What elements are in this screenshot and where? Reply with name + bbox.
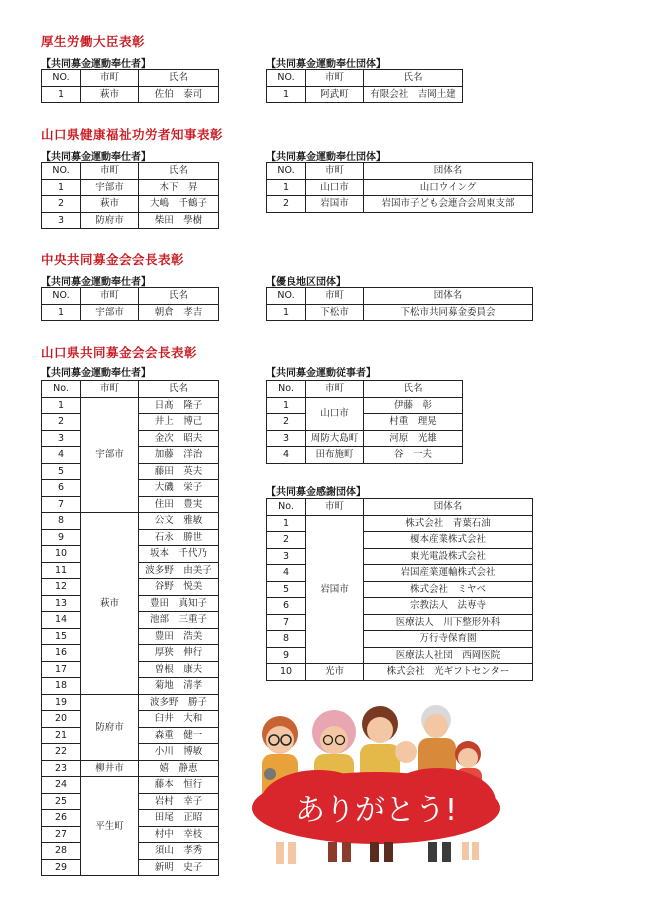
header-cell: NO.: [42, 70, 81, 87]
table-header-row: [267, 499, 533, 516]
header-cell: NO.: [267, 163, 306, 180]
table-cell: 金次 昭夫: [139, 430, 219, 447]
table-cell: 6: [42, 480, 81, 497]
table-cell: 田尾 正昭: [139, 810, 219, 827]
table-row: [42, 304, 219, 321]
table-caption: 【共同募金運動奉仕団体】: [266, 59, 386, 70]
table-cell: 有限会社 吉岡土建: [364, 86, 463, 103]
table-cell: 2: [267, 532, 306, 549]
table-cell: No.: [267, 499, 306, 516]
table-cell: 株式会社 青葉石油: [364, 515, 533, 532]
table-cell: 波多野 由美子: [139, 562, 219, 579]
table-cell: 3: [42, 430, 81, 447]
table-cell: 万行寺保育園: [364, 631, 533, 648]
table-cell: 28: [42, 843, 81, 860]
table-cell: 下松市: [306, 304, 364, 321]
table-row: [42, 760, 219, 777]
table-header-row: [42, 381, 219, 398]
table-cell: 6: [267, 598, 306, 615]
city-cell: 光市: [306, 664, 364, 681]
table-cell: 坂本 千代乃: [139, 546, 219, 563]
table-row: [267, 196, 533, 213]
city-cell: 田布施町: [306, 447, 364, 464]
table-cell: 9: [42, 529, 81, 546]
table-cell: 3: [267, 430, 306, 447]
table-cell: 1: [267, 86, 306, 103]
table-cell: 2: [42, 196, 81, 213]
table: [266, 69, 463, 103]
table-row: [267, 397, 463, 414]
header-cell: NO.: [42, 163, 81, 180]
table-row: [42, 196, 219, 213]
table-header-row: [267, 70, 463, 87]
table-cell: 株式会社 光ギフトセンター: [364, 664, 533, 681]
table: [41, 287, 219, 321]
girl-face: [458, 748, 478, 768]
table-header-row: [42, 70, 219, 87]
table-cell: 19: [42, 694, 81, 711]
table-caption: 【共同募金運動奉仕者】: [41, 368, 151, 379]
table-cell: 豊田 浩美: [139, 628, 219, 645]
table-row: [42, 513, 219, 530]
header-cell: NO.: [267, 70, 306, 87]
table-cell: 岩国市: [306, 196, 364, 213]
table-cell: 21: [42, 727, 81, 744]
header-cell: 市町: [81, 163, 139, 180]
table-caption: 【共同募金運動奉仕者】: [41, 277, 151, 288]
table-cell: 岩国産業運輸株式会社: [364, 565, 533, 582]
table-caption: 【共同募金運動奉仕者】: [41, 59, 151, 70]
table-cell: 伊藤 彰: [364, 397, 463, 414]
table-cell: 1: [267, 397, 306, 414]
table-cell: 池部 三重子: [139, 612, 219, 629]
grandpa-face: [424, 714, 448, 738]
table-cell: 11: [42, 562, 81, 579]
table-cell: 7: [267, 614, 306, 631]
table-cell: 市町: [81, 381, 139, 398]
table-row: [42, 86, 219, 103]
mother-face: [367, 717, 393, 743]
table-caption: 【共同募金運動従事者】: [266, 368, 376, 379]
table-cell: 榎本産業株式会社: [364, 532, 533, 549]
table-cell: 防府市: [81, 212, 139, 229]
table-cell: 村重 理晃: [364, 414, 463, 431]
header-cell: No.: [267, 381, 306, 398]
table-cell: 18: [42, 678, 81, 695]
table-cell: 日髙 隆子: [139, 397, 219, 414]
table-cell: 4: [267, 447, 306, 464]
table-cell: 10: [42, 546, 81, 563]
table-cell: 村中 幸枝: [139, 826, 219, 843]
table-cell: 7: [42, 496, 81, 513]
table: [266, 287, 533, 321]
table-cell: 23: [42, 760, 81, 777]
table-cell: 宇部市: [81, 304, 139, 321]
table-caption: 【共同募金運動奉仕者】: [41, 152, 151, 163]
header-cell: 氏名: [364, 70, 463, 87]
table-cell: 下松市共同募金委員会: [364, 304, 533, 321]
table-cell: 岩国市子ども会連合会周東支部: [364, 196, 533, 213]
table-cell: 25: [42, 793, 81, 810]
table-cell: 谷 一夫: [364, 447, 463, 464]
table-cell: 東光電設株式会社: [364, 548, 533, 565]
header-cell: 市町: [306, 70, 364, 87]
table-cell: 大嶋 千鶴子: [139, 196, 219, 213]
city-cell: 周防大島町: [306, 430, 364, 447]
table-row: [42, 777, 219, 794]
table-cell: 曽根 康夫: [139, 661, 219, 678]
header-cell: 市町: [81, 288, 139, 305]
table-cell: 1: [267, 515, 306, 532]
header-cell: 氏名: [139, 288, 219, 305]
table-cell: 15: [42, 628, 81, 645]
section-title-4: 山口県共同募金会会長表彰: [41, 345, 198, 360]
table-row: [42, 694, 219, 711]
table-cell: 岩村 幸子: [139, 793, 219, 810]
table-cell: 須山 孝秀: [139, 843, 219, 860]
table-cell: 27: [42, 826, 81, 843]
table: [41, 380, 219, 876]
table-row: [267, 304, 533, 321]
person-face: [266, 726, 294, 754]
table-row: [42, 179, 219, 196]
city-cell: 萩市: [81, 513, 139, 695]
header-cell: 団体名: [364, 288, 533, 305]
table-cell: 2: [267, 196, 306, 213]
table-cell: 菊地 清孝: [139, 678, 219, 695]
table: [266, 498, 533, 681]
table-cell: No.: [42, 381, 81, 398]
table-cell: 大磯 栄子: [139, 480, 219, 497]
table: [266, 162, 533, 213]
table-cell: 医療法人社団 西岡医院: [364, 647, 533, 664]
table-cell: 新明 史子: [139, 859, 219, 876]
header-cell: 団体名: [364, 163, 533, 180]
table-cell: 1: [267, 179, 306, 196]
table-cell: 医療法人 川下整形外科: [364, 614, 533, 631]
table-cell: 5: [42, 463, 81, 480]
table-cell: 小川 博敏: [139, 744, 219, 761]
section-title-1: 厚生労働大臣表彰: [41, 34, 146, 49]
header-cell: NO.: [267, 288, 306, 305]
table-cell: 佐伯 泰司: [139, 86, 219, 103]
table-cell: 8: [267, 631, 306, 648]
table-header-row: [42, 288, 219, 305]
city-cell: 柳井市: [81, 760, 139, 777]
table-cell: 株式会社 ミヤベ: [364, 581, 533, 598]
table-row: [267, 86, 463, 103]
table-cell: 柴田 學樹: [139, 212, 219, 229]
table-cell: 4: [267, 565, 306, 582]
header-cell: 氏名: [139, 70, 219, 87]
banner-text: ありがとう!: [294, 793, 458, 828]
table-cell: 氏名: [139, 381, 219, 398]
table-cell: 1: [42, 179, 81, 196]
header-cell: 市町: [306, 163, 364, 180]
table-row: [42, 212, 219, 229]
table-cell: 加藤 洋治: [139, 447, 219, 464]
table-cell: 藤本 恒行: [139, 777, 219, 794]
table-cell: 住田 豊実: [139, 496, 219, 513]
thank-you-illustration: [248, 696, 508, 872]
city-cell: 岩国市: [306, 515, 364, 664]
city-cell: 平生町: [81, 777, 139, 876]
table-cell: 豊田 真知子: [139, 595, 219, 612]
header-cell: 氏名: [364, 381, 463, 398]
table-cell: 12: [42, 579, 81, 596]
header-cell: 市町: [81, 70, 139, 87]
header-cell: NO.: [42, 288, 81, 305]
city-cell: 宇部市: [81, 397, 139, 513]
section-title-2: 山口県健康福祉功労者知事表彰: [41, 127, 224, 142]
table-cell: 阿武町: [306, 86, 364, 103]
table-cell: 山口ウイング: [364, 179, 533, 196]
table-cell: 河原 光雄: [364, 430, 463, 447]
table-cell: 朝倉 孝吉: [139, 304, 219, 321]
table-cell: 萩市: [81, 196, 139, 213]
table-cell: 1: [42, 86, 81, 103]
table-cell: 宗教法人 法専寺: [364, 598, 533, 615]
table-cell: 1: [42, 304, 81, 321]
table-caption: 【共同募金運動奉仕団体】: [266, 152, 386, 163]
table-cell: 厚狭 伸行: [139, 645, 219, 662]
table-row: [267, 179, 533, 196]
table-cell: 10: [267, 664, 306, 681]
table-row: [267, 664, 533, 681]
table-row: [42, 397, 219, 414]
table-header-row: [267, 163, 533, 180]
table-cell: 石永 勝世: [139, 529, 219, 546]
table-cell: 波多野 勝子: [139, 694, 219, 711]
header-cell: 市町: [306, 381, 364, 398]
table-cell: 1: [267, 304, 306, 321]
table-cell: 2: [267, 414, 306, 431]
table-cell: 8: [42, 513, 81, 530]
table-cell: 嬉 静恵: [139, 760, 219, 777]
city-cell: 防府市: [81, 694, 139, 760]
table-cell: 井上 博己: [139, 414, 219, 431]
table-cell: 22: [42, 744, 81, 761]
table-header-row: [267, 288, 533, 305]
table-cell: 16: [42, 645, 81, 662]
table-header-row: [267, 381, 463, 398]
table-cell: 公文 雅敏: [139, 513, 219, 530]
table-cell: 14: [42, 612, 81, 629]
city-cell: 山口市: [306, 397, 364, 430]
table-cell: 26: [42, 810, 81, 827]
section-title-3: 中央共同募金会会長表彰: [41, 252, 185, 267]
table-cell: 29: [42, 859, 81, 876]
table: [41, 69, 219, 103]
table: [41, 162, 219, 229]
table-cell: 1: [42, 397, 81, 414]
table-cell: 宇部市: [81, 179, 139, 196]
table-cell: 団体名: [364, 499, 533, 516]
table-header-row: [42, 163, 219, 180]
table-cell: 24: [42, 777, 81, 794]
table-cell: 臼井 大和: [139, 711, 219, 728]
table-cell: 藤田 英夫: [139, 463, 219, 480]
table-row: [267, 430, 463, 447]
table-caption: 【共同募金感謝団体】: [266, 487, 366, 498]
grandma-face: [320, 726, 348, 754]
table-cell: 13: [42, 595, 81, 612]
table: [266, 380, 463, 464]
table-row: [267, 414, 463, 431]
header-cell: 氏名: [139, 163, 219, 180]
table-caption: 【優良地区団体】: [266, 277, 346, 288]
table-cell: 3: [42, 212, 81, 229]
table-cell: 木下 昇: [139, 179, 219, 196]
table-cell: 市町: [306, 499, 364, 516]
table-cell: 萩市: [81, 86, 139, 103]
table-cell: 森重 健一: [139, 727, 219, 744]
table-cell: 17: [42, 661, 81, 678]
baby-face: [395, 741, 417, 763]
table-cell: 20: [42, 711, 81, 728]
table-cell: 谷野 悦美: [139, 579, 219, 596]
table-cell: 3: [267, 548, 306, 565]
table-cell: 4: [42, 447, 81, 464]
table-cell: 9: [267, 647, 306, 664]
table-cell: 5: [267, 581, 306, 598]
header-cell: 市町: [306, 288, 364, 305]
cat: [264, 768, 276, 780]
table-row: [267, 447, 463, 464]
table-cell: 山口市: [306, 179, 364, 196]
table-row: [267, 515, 533, 532]
table-cell: 2: [42, 414, 81, 431]
